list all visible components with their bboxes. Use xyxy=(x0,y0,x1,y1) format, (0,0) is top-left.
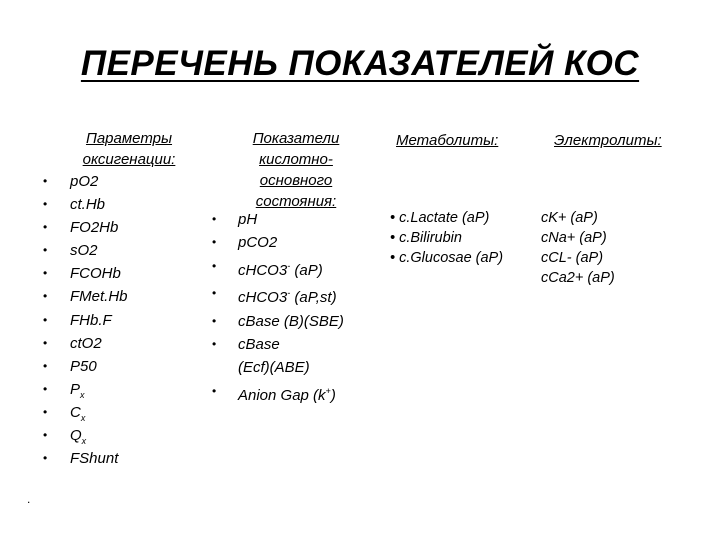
bullet-icon: • xyxy=(43,428,48,443)
acid-base-item-text: cHCO3 xyxy=(238,261,288,279)
electrolytes-list xyxy=(541,208,615,288)
metabolites-header: Метаболиты: xyxy=(396,132,499,149)
acid-base-item-text: pCO2 xyxy=(238,234,278,252)
acid-base-header-line3: основного xyxy=(259,172,333,189)
bullet-icon: • xyxy=(212,383,217,398)
acid-base-item-text: cHCO3 xyxy=(238,289,288,307)
acid-base-header xyxy=(230,128,362,212)
oxygenation-header-line2: оксигенации: xyxy=(82,151,176,168)
bullet-icon: • xyxy=(43,312,48,327)
oxygenation-item xyxy=(43,447,128,470)
electrolyte-item: cCa2+ (aP) xyxy=(541,270,615,286)
bullet-icon: • xyxy=(43,358,48,373)
page-title: ПЕРЕЧЕНЬ ПОКАЗАТЕЛЕЙ КОС xyxy=(80,44,640,83)
stray-mark: . xyxy=(27,492,31,506)
acid-base-item xyxy=(212,310,344,333)
oxygenation-item xyxy=(43,309,128,332)
bullet-icon: • xyxy=(43,451,48,466)
oxygenation-item xyxy=(43,401,128,424)
oxygenation-item-text: P xyxy=(70,380,81,398)
bullet-icon: • xyxy=(212,313,217,328)
acid-base-item xyxy=(212,380,344,407)
oxygenation-item-text: FCOHb xyxy=(70,265,121,283)
acid-base-item-suffix: (aP,st) xyxy=(290,289,337,307)
bullet-icon: • xyxy=(43,220,48,235)
electrolyte-item: cCL- (aP) xyxy=(541,250,604,266)
acid-base-item-superscript: - xyxy=(287,260,291,271)
bullet-icon: • xyxy=(212,337,217,352)
oxygenation-item xyxy=(43,239,128,262)
oxygenation-item-text: ct.Hb xyxy=(70,196,106,214)
oxygenation-item xyxy=(43,424,128,447)
oxygenation-item xyxy=(43,262,128,285)
metabolites-list xyxy=(390,208,503,268)
electrolytes-header: Электролиты: xyxy=(554,132,662,149)
bullet-icon: • xyxy=(212,235,217,250)
oxygenation-list xyxy=(43,170,128,470)
bullet-icon: • xyxy=(43,174,48,188)
bullet-icon: • xyxy=(43,243,48,258)
bullet-icon: • xyxy=(43,404,48,419)
acid-base-item-text: cBase (B)(SBE) xyxy=(238,312,344,330)
bullet-icon: • xyxy=(43,335,48,350)
acid-base-item-text: cBase xyxy=(238,336,280,354)
acid-base-item xyxy=(212,231,344,254)
acid-base-header-line1: Показатели xyxy=(252,130,340,147)
bullet-icon: • xyxy=(43,381,48,396)
oxygenation-item-text: FHb.F xyxy=(70,311,112,329)
acid-base-item-superscript: + xyxy=(325,385,331,396)
oxygenation-item-text: FO2Hb xyxy=(70,219,119,237)
oxygenation-item xyxy=(43,355,128,378)
acid-base-item-superscript: - xyxy=(287,288,291,299)
bullet-icon: • xyxy=(212,286,217,301)
oxygenation-item xyxy=(43,332,128,355)
oxygenation-item-text: FShunt xyxy=(70,450,119,468)
acid-base-item xyxy=(212,333,344,380)
oxygenation-item-subscript: x xyxy=(80,389,85,400)
oxygenation-item-text: sO2 xyxy=(70,242,98,260)
oxygenation-item-text: P50 xyxy=(70,357,97,375)
bullet-icon: • xyxy=(212,258,217,273)
bullet-icon: • xyxy=(212,212,217,226)
oxygenation-item xyxy=(43,193,128,216)
acid-base-item xyxy=(212,208,344,231)
acid-base-list xyxy=(212,208,344,407)
oxygenation-item xyxy=(43,216,128,239)
metabolite-item: • c.Glucosae (aP) xyxy=(390,250,504,266)
metabolite-item: • c.Bilirubin xyxy=(390,230,462,246)
oxygenation-item-text: pO2 xyxy=(70,173,99,190)
bullet-icon: • xyxy=(43,289,48,304)
oxygenation-item-subscript: x xyxy=(81,436,87,447)
metabolite-item: • c.Lactate (aP) xyxy=(390,210,490,226)
bullet-icon: • xyxy=(43,266,48,281)
oxygenation-item-text: C xyxy=(70,403,81,421)
oxygenation-item xyxy=(43,170,128,193)
oxygenation-item xyxy=(43,285,128,308)
electrolyte-item: cNa+ (aP) xyxy=(541,230,607,246)
oxygenation-item-text: ctO2 xyxy=(70,334,102,352)
acid-base-item xyxy=(212,282,344,309)
oxygenation-item xyxy=(43,378,128,401)
oxygenation-item-text: FMet.Hb xyxy=(70,288,128,306)
acid-base-header-line4: состояния: xyxy=(255,193,337,210)
oxygenation-header xyxy=(66,128,192,170)
acid-base-header-line2: кислотно- xyxy=(259,151,333,168)
acid-base-item xyxy=(212,255,344,282)
acid-base-item-text: Anion Gap (k xyxy=(238,386,326,404)
acid-base-item-text: pH xyxy=(238,211,258,228)
oxygenation-item-subscript: x xyxy=(80,412,86,423)
acid-base-item-suffix: (aP) xyxy=(290,261,323,279)
oxygenation-header-line1: Параметры xyxy=(85,130,173,147)
bullet-icon: • xyxy=(43,197,48,212)
acid-base-item-continuation: (Ecf)(ABE) xyxy=(238,359,310,377)
electrolyte-item: cK+ (aP) xyxy=(541,210,598,226)
oxygenation-item-text: Q xyxy=(70,427,82,445)
acid-base-item-suffix: ) xyxy=(330,386,336,404)
